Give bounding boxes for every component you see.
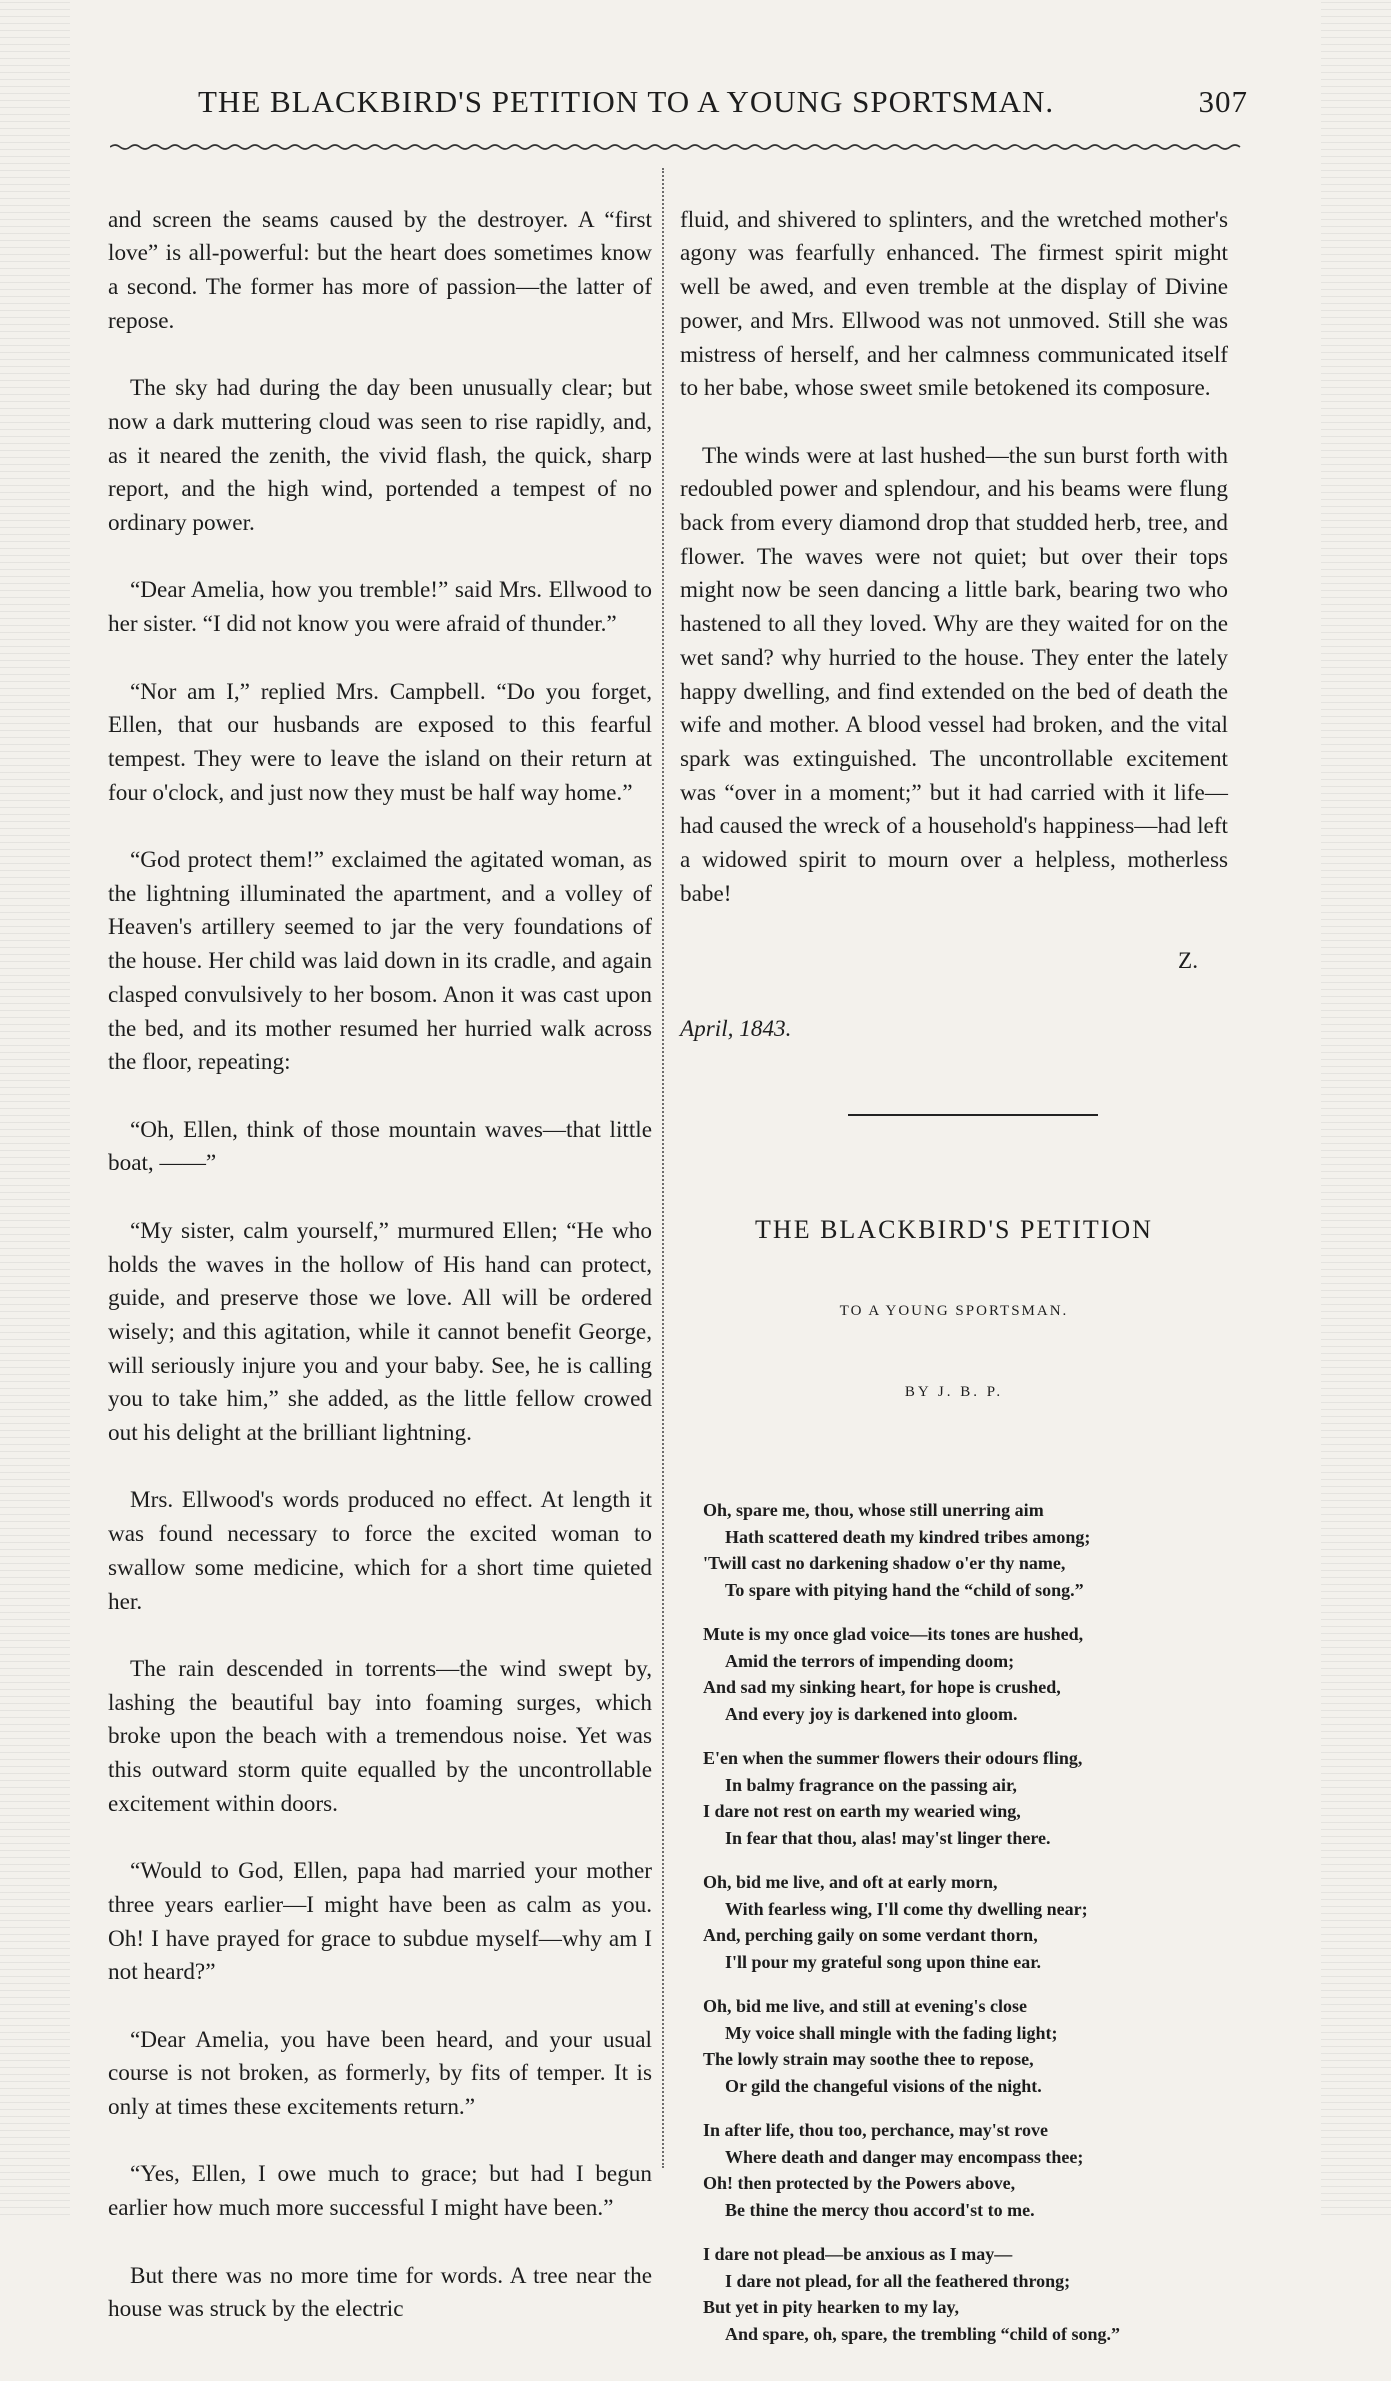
left-column <box>108 170 652 2361</box>
paragraph: fluid, and shivered to splinters, and the wretched mother's agony was fearfully enhanced. The firmest spirit might well be awed, and even tremble at the display of Divine power, and Mrs. Ellwood was not unmoved. Still she was mistress of herself, and her calmness communicated itself to her babe, whose sweet smile betokened its composure. <box>680 206 1228 402</box>
poem-line: Hath scattered death my kindred tribes among; <box>725 1526 1091 1547</box>
section-rule <box>848 1114 1098 1116</box>
paragraph: “God protect them!” exclaimed the agitated woman, as the lightning illuminated the apartment, and a volley of Heaven's artillery seemed to jar the very foundations of the house. Her child was laid down in its cradle, and again clasped convulsively to her bosom. Anon it was cast upon the bed, and its mother resumed her hurried walk across the floor, repeating: <box>108 847 652 1076</box>
poem-line: In after life, thou too, perchance, may'st rove <box>703 2120 1048 2141</box>
paragraph: But there was no more time for words. A tree near the house was struck by the electric <box>108 2262 652 2323</box>
poem-line: But yet in pity hearken to my lay, <box>703 2297 960 2318</box>
poem-line: Amid the terrors of impending doom; <box>725 1650 1015 1671</box>
poem-line: To spare with pitying hand the “child of song.” <box>725 1579 1084 1600</box>
page-number: 307 <box>1198 84 1248 119</box>
paragraph: Mrs. Ellwood's words produced no effect. At length it was found necessary to force the excited woman to swallow some medicine, which for a short time quieted her. <box>108 1487 652 1615</box>
poem-line: Oh! then protected by the Powers above, <box>703 2173 1016 2194</box>
paragraph: “Nor am I,” replied Mrs. Campbell. “Do you forget, Ellen, that our husbands are exposed to this fearful tempest. They were to leave the island on their return at four o'clock, and just now they must be half way home.” <box>108 678 652 806</box>
poem-line: Mute is my once glad voice—its tones are hushed, <box>703 1624 1084 1645</box>
poem-line: With fearless wing, I'll come thy dwelling near; <box>725 1898 1088 1919</box>
poem-line: Oh, bid me live, and oft at early morn, <box>703 1872 998 1893</box>
poem-line: And spare, oh, spare, the trembling “child of song.” <box>725 2323 1121 2344</box>
column-divider <box>662 168 666 2168</box>
scan-noise-right <box>1321 0 1391 2215</box>
poem-line: Oh, bid me live, and still at evening's close <box>703 1996 1028 2017</box>
poem-line: I'll pour my grateful song upon thine ear. <box>725 1951 1042 1972</box>
paragraph: “Would to God, Ellen, papa had married your mother three years earlier—I might have been as calm as you. Oh! I have prayed for grace to subdue myself—why am I not heard?” <box>108 1858 652 1986</box>
poem-line: Be thine the mercy thou accord'st to me. <box>725 2199 1035 2220</box>
poem-line: In balmy fragrance on the passing air, <box>725 1774 1017 1795</box>
poem-line: I dare not plead, for all the feathered throng; <box>725 2270 1071 2291</box>
poem-stanza <box>680 2117 1228 2223</box>
paragraph: The sky had during the day been unusually clear; but now a dark muttering cloud was seen to rise rapidly, and, as it neared the zenith, the vivid flash, the quick, sharp report, and the high wind, portended a tempest of no ordinary power. <box>108 375 652 537</box>
paragraph: The rain descended in torrents—the wind swept by, lashing the beautiful bay into foaming surges, which broke upon the beach with a tremendous noise. Yet was this outward storm quite equalled by the uncontrollable excitement within doors. <box>108 1655 652 1817</box>
paragraph: and screen the seams caused by the destroyer. A “first love” is all-powerful: but the heart does sometimes know a second. The former has more of passion—the latter of repose. <box>108 206 652 334</box>
poem-line: And sad my sinking heart, for hope is crushed, <box>703 1677 1061 1698</box>
running-title: THE BLACKBIRD'S PETITION TO A YOUNG SPORTSMAN. <box>198 84 1055 119</box>
poem-line: My voice shall mingle with the fading light; <box>725 2022 1058 2043</box>
poem-line: The lowly strain may soothe thee to repose, <box>703 2049 1034 2070</box>
header-rule <box>110 142 1245 152</box>
poem-stanza <box>680 1745 1228 1851</box>
paragraph: “Oh, Ellen, think of those mountain waves—that little boat, ——” <box>108 1116 652 1177</box>
poem-stanza <box>680 1621 1228 1727</box>
poem-stanza <box>680 1497 1228 1603</box>
poem-line: E'en when the summer flowers their odours fling, <box>703 1748 1083 1769</box>
poem-stanza <box>680 1869 1228 1975</box>
paragraph: The winds were at last hushed—the sun burst forth with redoubled power and splendour, and his beams were flung back from every diamond drop that studded herb, tree, and flower. The waves were not quiet; but over their tops might now be seen dancing a little bark, bearing two who hastened to all they loved. Why are they waited for on the wet sand? why hurried to the house. They enter the lately happy dwelling, and find extended on the bed of death the wife and mother. A blood vessel had broken, and the vital spark was extinguished. The uncontrollable excitement was “over in a moment;” but it had carried with it life—had caused the wreck of a household's happiness—had left a widowed spirit to mourn over a helpless, motherless babe! <box>680 442 1228 907</box>
poem-body <box>680 1497 1228 2347</box>
poem-line: In fear that thou, alas! may'st linger there. <box>725 1827 1051 1848</box>
date-line: April, 1843. <box>680 1015 792 1042</box>
scan-noise-left <box>0 0 70 2215</box>
poem-line: Or gild the changeful visions of the night. <box>725 2075 1042 2096</box>
signature: Z. <box>1178 948 1198 975</box>
paragraph: “Yes, Ellen, I owe much to grace; but had I begun earlier how much more successful I might have been.” <box>108 2161 652 2222</box>
poem-line: I dare not plead—be anxious as I may— <box>703 2244 1013 2265</box>
poem-byline: BY J. B. P. <box>904 1384 1004 1401</box>
paragraph: “My sister, calm yourself,” murmured Ellen; “He who holds the waves in the hollow of His hand can protect, guide, and preserve those we love. All will be ordered wisely; and this agitation, while it cannot benefit George, will seriously injure you and your baby. See, he is calling you to take him,” she added, as the little fellow crowed out his delight at the brilliant lightning. <box>108 1217 652 1447</box>
paragraph: “Dear Amelia, how you tremble!” said Mrs. Ellwood to her sister. “I did not know you were afraid of thunder.” <box>108 577 652 638</box>
poem-line: Oh, spare me, thou, whose still unerring aim <box>703 1500 1044 1521</box>
running-header <box>118 84 1248 120</box>
poem-line: Where death and danger may encompass thee; <box>725 2146 1084 2167</box>
poem-title: THE BLACKBIRD'S PETITION <box>755 1215 1153 1245</box>
poem-line: And every joy is darkened into gloom. <box>725 1703 1018 1724</box>
poem-line: And, perching gaily on some verdant thorn, <box>703 1925 1038 1946</box>
poem-stanza <box>680 1993 1228 2099</box>
right-column <box>680 170 1228 2381</box>
poem-line: 'Twill cast no darkening shadow o'er thy name, <box>703 1553 1066 1574</box>
poem-stanza <box>680 2241 1228 2347</box>
poem-subtitle: TO A YOUNG SPORTSMAN. <box>839 1302 1069 1319</box>
paragraph: “Dear Amelia, you have been heard, and your usual course is not broken, as formerly, by fits of temper. It is only at times these excitements return.” <box>108 2026 652 2121</box>
poem-line: I dare not rest on earth my wearied wing, <box>703 1801 1021 1822</box>
